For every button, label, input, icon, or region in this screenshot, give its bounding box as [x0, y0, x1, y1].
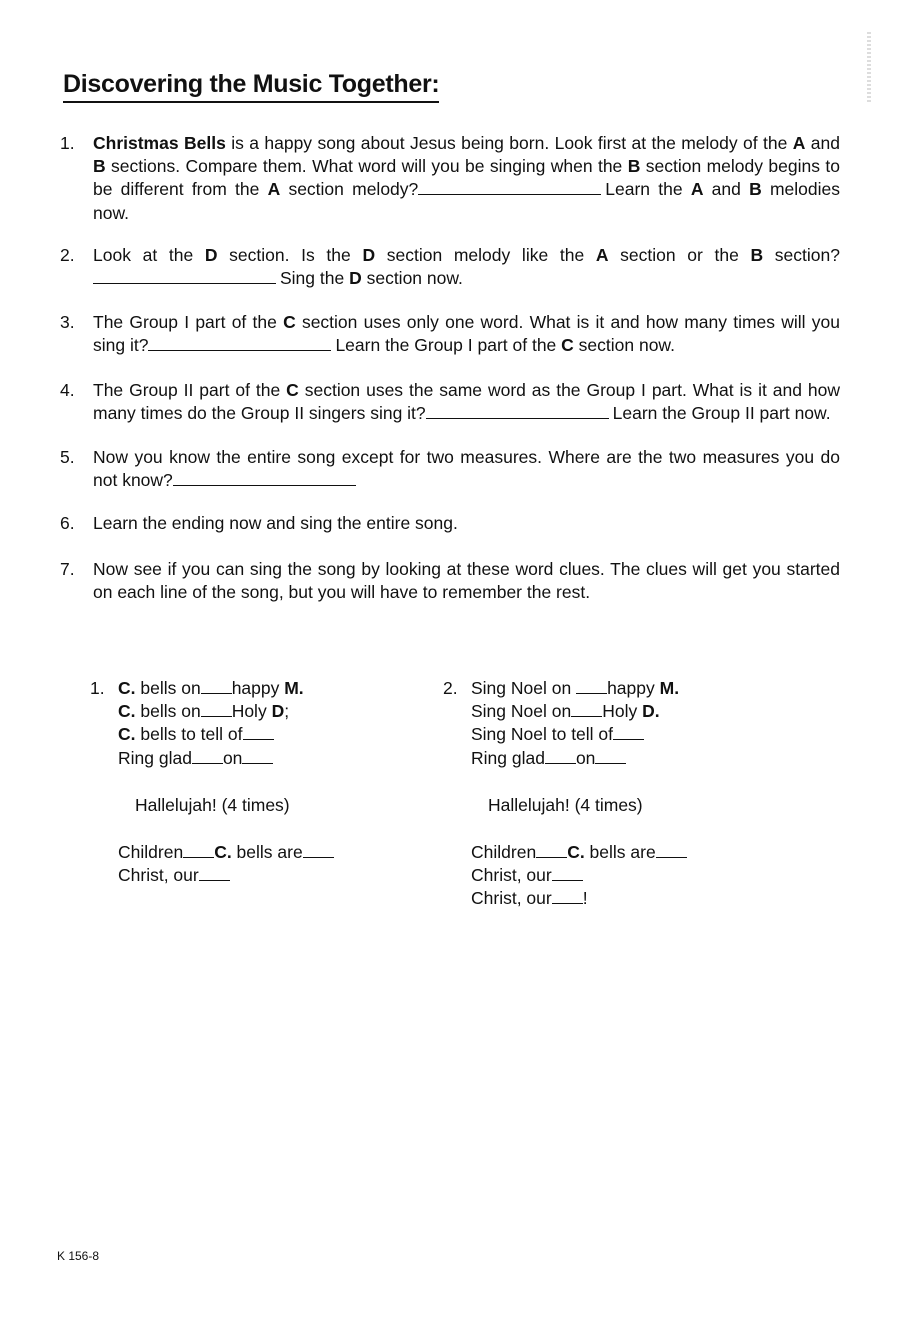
text-run: happy [231, 678, 285, 698]
bold-text: B [93, 156, 106, 177]
bold-text: C [283, 312, 296, 333]
answer-blank[interactable] [536, 842, 567, 858]
question-item [60, 558, 840, 604]
clue-lines [90, 677, 410, 887]
clue-line [118, 864, 410, 887]
text-run: bells are [231, 842, 303, 863]
clue-line [471, 700, 763, 723]
text-run: section now. [361, 268, 463, 289]
text-run: Learn the Group II part now. [612, 402, 831, 423]
text-run: and [805, 133, 841, 153]
questions-list [60, 132, 840, 625]
text-run: section or the [608, 244, 751, 265]
text-run: section uses only one word. What is it and how many times will you sing it? [93, 312, 841, 356]
question-item [60, 244, 840, 290]
answer-blank[interactable] [418, 179, 601, 195]
bold-text: C. [567, 842, 585, 863]
clue-line [118, 677, 410, 700]
text-run: section. Is the [217, 244, 363, 265]
page-title: Discovering the Music Together: [63, 68, 439, 103]
text-run: Holy [231, 701, 272, 722]
bold-text: C [561, 335, 574, 356]
question-number: 4. [60, 379, 75, 400]
bold-text: A [595, 244, 609, 265]
bold-text: D [362, 244, 376, 265]
bold-text: C. [118, 701, 136, 722]
clue-line [118, 723, 410, 746]
bold-text: A [792, 133, 806, 153]
answer-blank[interactable] [576, 678, 607, 694]
question-item [60, 512, 840, 535]
answer-blank[interactable] [199, 865, 230, 881]
clue-column-2 [443, 677, 763, 911]
clue-line [471, 747, 763, 770]
bold-text: C [286, 379, 299, 400]
bold-text: C. [118, 724, 136, 745]
text-run: Children [471, 842, 537, 863]
answer-blank[interactable] [595, 748, 626, 764]
footer-code: K 156-8 [57, 1249, 100, 1263]
text-run: Christ, our [471, 888, 552, 909]
bold-text: C. [118, 678, 136, 698]
clue-lines [443, 677, 763, 911]
answer-blank[interactable] [426, 403, 609, 419]
bold-text: B [627, 156, 641, 177]
answer-blank[interactable] [201, 678, 232, 694]
bold-text: A [690, 179, 704, 200]
spacer [471, 817, 763, 841]
clue-line [471, 723, 763, 746]
bold-text: D. [642, 701, 660, 722]
question-number: 6. [60, 513, 75, 534]
clue-line [471, 864, 763, 887]
text-run: on [222, 747, 243, 768]
question-item [60, 446, 840, 492]
clue-line [471, 841, 763, 864]
question-number: 2. [60, 244, 75, 265]
text-run: Holy [602, 701, 643, 722]
text-run: Sing Noel on [471, 701, 572, 722]
answer-blank[interactable] [201, 701, 232, 717]
text-run: section melody like the [375, 244, 596, 265]
text-run: section melody begins to be different from the [93, 156, 840, 200]
scan-marks [867, 32, 871, 104]
answer-blank[interactable] [552, 888, 583, 904]
text-run: Children [118, 842, 184, 863]
answer-blank[interactable] [545, 748, 576, 764]
bold-text: C. [214, 842, 232, 863]
text-run: Sing Noel to tell of [471, 724, 614, 745]
text-run: Sing the [280, 268, 350, 289]
text-run: Sing Noel on [471, 678, 577, 698]
text-run: melodies now. [93, 179, 840, 223]
answer-blank[interactable] [243, 724, 274, 740]
bold-text: M. [284, 678, 304, 698]
clue-number: 2. [443, 678, 458, 698]
clue-line [471, 887, 763, 910]
text-run: Learn the ending now and sing the entire song. [93, 513, 458, 534]
bold-text: D [271, 701, 285, 722]
text-run: Christ, our [471, 865, 552, 886]
scan-edge [867, 0, 900, 1318]
clue-column-1 [90, 677, 410, 887]
answer-blank[interactable] [552, 865, 583, 881]
question-number: 7. [60, 558, 75, 579]
text-run: ; [284, 701, 290, 722]
text-run: section? [763, 244, 840, 265]
text-run: and [703, 179, 750, 200]
clue-line [118, 700, 410, 723]
answer-blank[interactable] [242, 748, 273, 764]
answer-blank[interactable] [93, 268, 276, 284]
bold-text: M. [659, 678, 680, 698]
spacer [118, 770, 410, 794]
text-run: Christ, our [118, 865, 199, 886]
hallelujah-line: Hallelujah! (4 times) [135, 794, 290, 815]
bold-text: A [267, 179, 281, 200]
spacer [118, 817, 410, 841]
clue-line [118, 747, 410, 770]
answer-blank[interactable] [613, 724, 644, 740]
text-run: section uses the same word as the Group I part. What is it and how many times do the Group II singers sing it? [93, 379, 840, 423]
text-run: sections. Compare them. What word will you be singing when the [105, 156, 628, 177]
text-run: The Group I part of the [93, 312, 284, 333]
text-run: bells to tell of [135, 724, 243, 745]
question-number: 1. [60, 133, 75, 153]
clue-line [471, 677, 763, 700]
text-run: bells on [135, 678, 201, 698]
answer-blank[interactable] [303, 842, 334, 858]
text-run: on [575, 747, 596, 768]
bold-text: D [204, 244, 218, 265]
text-run: Ring glad [118, 747, 192, 768]
answer-blank[interactable] [183, 842, 214, 858]
text-run: Now you know the entire song except for two measures. Where are the two measures you do not know? [93, 447, 840, 491]
clue-line [118, 841, 410, 864]
answer-blank[interactable] [192, 748, 223, 764]
text-run: section now. [573, 335, 675, 356]
spacer [471, 770, 763, 794]
text-run: happy [607, 678, 660, 698]
bold-text: Christmas Bells [93, 133, 226, 153]
text-run: ! [582, 888, 588, 909]
clue-number: 1. [90, 678, 105, 698]
text-run: Ring glad [471, 747, 545, 768]
question-item [60, 132, 840, 225]
bold-text: D [349, 268, 362, 289]
bold-text: B [750, 244, 764, 265]
text-run: Learn the [605, 179, 691, 200]
question-item [60, 379, 840, 425]
question-number: 5. [60, 447, 75, 468]
answer-blank[interactable] [148, 335, 331, 351]
text-run: Look at the [93, 244, 205, 265]
text-run: The Group II part of the [93, 379, 287, 400]
answer-blank[interactable] [571, 701, 602, 717]
text-run: is a happy song about Jesus being born. Look first at the melody of the [225, 133, 793, 153]
question-number: 3. [60, 312, 75, 333]
hallelujah-line: Hallelujah! (4 times) [488, 794, 643, 815]
text-run: bells are [584, 842, 656, 863]
answer-blank[interactable] [173, 470, 356, 486]
question-item [60, 311, 840, 357]
text-run: bells on [135, 701, 201, 722]
bold-text: B [749, 179, 762, 200]
text-run: Now see if you can sing the song by looking at these word clues. The clues will get you started on each line of the song, but you will have to remember the rest. [93, 558, 840, 602]
answer-blank[interactable] [656, 842, 687, 858]
text-run: Learn the Group I part of the [335, 335, 562, 356]
text-run: section melody? [280, 179, 419, 200]
